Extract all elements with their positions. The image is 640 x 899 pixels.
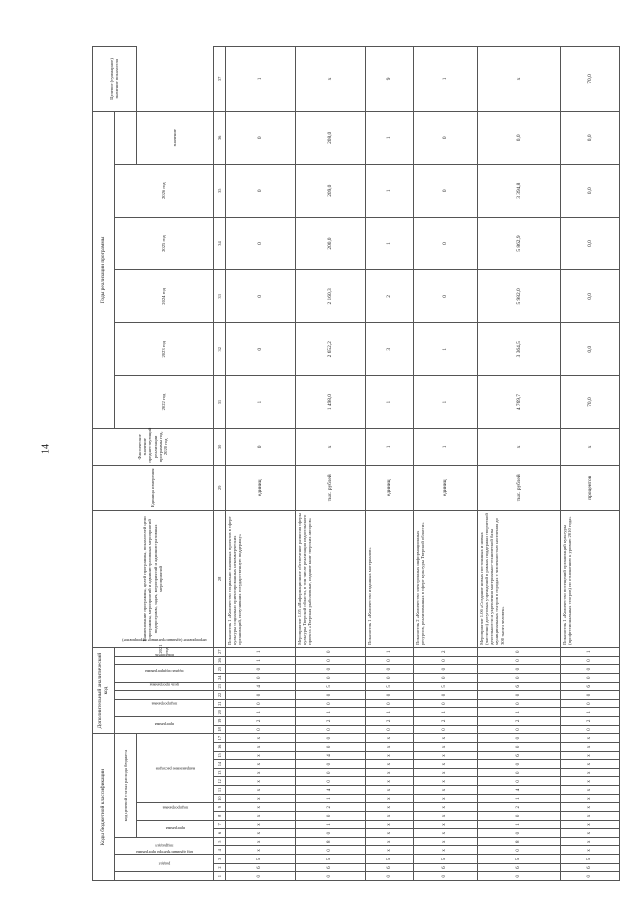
code-cell: 2 bbox=[477, 803, 560, 812]
row-value-2024: 0 bbox=[413, 217, 477, 270]
column-number: 19 bbox=[213, 717, 225, 726]
column-number: 23 bbox=[213, 682, 225, 691]
header-program-add: программа bbox=[114, 717, 213, 734]
header-unit: Единица измерения bbox=[93, 465, 214, 510]
header-additional-group: Дополнительный аналитический код bbox=[93, 647, 115, 733]
code-cell: х bbox=[560, 846, 619, 855]
code-cell: 0 bbox=[477, 812, 560, 821]
code-cell: х bbox=[560, 751, 619, 760]
column-number: 26 bbox=[213, 656, 225, 665]
code-cell: 0 bbox=[477, 768, 560, 777]
code-cell: х bbox=[413, 743, 477, 752]
row-value-2021: 1 bbox=[413, 376, 477, 429]
code-cell: х bbox=[413, 777, 477, 786]
code-cell: 4 bbox=[295, 751, 365, 760]
table-row bbox=[477, 47, 560, 881]
code-cell: 6 bbox=[225, 863, 295, 872]
code-cell: х bbox=[413, 812, 477, 821]
code-cell: х bbox=[560, 760, 619, 769]
code-cell: 4 bbox=[225, 682, 295, 691]
code-cell: х bbox=[413, 803, 477, 812]
row-value-2021: 1 498,0 bbox=[295, 376, 365, 429]
row-description: Мероприятие 1.06 «Создание новых постоянных и новых (частично) досуговых учреждений в рамках поддержки творческой деятельности и укрепления материально-технической базы муниципальных театров в городах с численностью населения до 300 тысяч человек» bbox=[477, 510, 560, 647]
header-subsection: подраздел bbox=[114, 837, 213, 854]
code-cell: х bbox=[560, 794, 619, 803]
code-cell: 5 bbox=[413, 682, 477, 691]
code-cell: х bbox=[365, 751, 413, 760]
column-number: 25 bbox=[213, 665, 225, 674]
program-table bbox=[92, 46, 620, 881]
code-cell: 0 bbox=[477, 699, 560, 708]
code-cell: 0 bbox=[477, 665, 560, 674]
header-section: раздел bbox=[114, 855, 213, 872]
row-value-2022: 0 bbox=[225, 323, 295, 376]
code-cell: х bbox=[225, 760, 295, 769]
code-cell: 1 bbox=[225, 656, 295, 665]
column-number: 31 bbox=[213, 376, 225, 429]
row-unit: тыс. рублей bbox=[295, 465, 365, 510]
code-cell: 2 bbox=[295, 803, 365, 812]
header-year-2025: 2025 год bbox=[114, 217, 213, 270]
code-cell: х bbox=[560, 829, 619, 838]
code-cell: 0 bbox=[477, 725, 560, 734]
column-number: 7 bbox=[213, 820, 225, 829]
code-cell: х bbox=[225, 743, 295, 752]
code-cell: 0 bbox=[365, 665, 413, 674]
code-cell: х bbox=[560, 812, 619, 821]
code-cell: х bbox=[225, 794, 295, 803]
row-value-2024: 1 bbox=[365, 217, 413, 270]
code-cell: 0 bbox=[560, 725, 619, 734]
column-number: 21 bbox=[213, 699, 225, 708]
row-value-2024: 5 862,9 bbox=[477, 217, 560, 270]
header-years-group: Годы реализации программы bbox=[93, 111, 115, 428]
row-total-value: 1 bbox=[225, 47, 295, 112]
table-row bbox=[365, 47, 413, 881]
code-cell: х bbox=[225, 777, 295, 786]
code-cell: 0 bbox=[295, 656, 365, 665]
code-cell: 2 bbox=[413, 647, 477, 656]
row-value-2025: 209,0 bbox=[295, 164, 365, 217]
row-value-2025: 1 bbox=[365, 164, 413, 217]
code-cell: 6 bbox=[477, 863, 560, 872]
column-number: 16 bbox=[213, 743, 225, 752]
row-description: Показатель 1 «Количество посещений организаций культуры (профессиональных театров) по отношению к уровню 2010 года» bbox=[560, 510, 619, 647]
code-cell: 1 bbox=[295, 820, 365, 829]
header-base-year: Фактическое значение предшествующий реализации программы год, 2020 год bbox=[93, 429, 214, 466]
code-cell: 0 bbox=[365, 699, 413, 708]
code-cell: х bbox=[225, 829, 295, 838]
code-cell: 6 bbox=[477, 751, 560, 760]
row-value-2025: 3 394,8 bbox=[477, 164, 560, 217]
code-cell: 0 bbox=[560, 872, 619, 881]
code-cell: 1 bbox=[477, 794, 560, 803]
code-cell: 1 bbox=[560, 708, 619, 717]
header-year-2024: 2024 год bbox=[114, 270, 213, 323]
header-year-2023: 2023 год bbox=[114, 323, 213, 376]
row-description: Показатель 2 «Количество электронных информационных ресурсов, реализованных в сфере культуры Тверской области» bbox=[413, 510, 477, 647]
row-base-value: 1 bbox=[365, 429, 413, 466]
column-number: 33 bbox=[213, 270, 225, 323]
row-value-2025: 0 bbox=[413, 164, 477, 217]
row-total-value: х bbox=[477, 47, 560, 112]
code-cell: 2 bbox=[560, 717, 619, 726]
code-cell: 0 bbox=[365, 673, 413, 682]
table-row bbox=[560, 47, 619, 881]
code-cell: х bbox=[365, 820, 413, 829]
code-cell: 0 bbox=[560, 665, 619, 674]
column-number: 35 bbox=[213, 164, 225, 217]
code-cell: 0 bbox=[413, 725, 477, 734]
page-number: 14 bbox=[40, 444, 52, 454]
code-cell: 2 bbox=[365, 717, 413, 726]
code-cell: 0 bbox=[477, 829, 560, 838]
header-admin-code: код администратора программы bbox=[114, 872, 213, 881]
code-cell: 5 bbox=[295, 682, 365, 691]
code-cell: 2 bbox=[477, 717, 560, 726]
code-cell: 0 bbox=[225, 725, 295, 734]
code-cell: х bbox=[560, 820, 619, 829]
row-unit: процентов bbox=[560, 465, 619, 510]
code-cell: 0 bbox=[413, 691, 477, 700]
row-base-value: 0 bbox=[225, 429, 295, 466]
column-number: 12 bbox=[213, 777, 225, 786]
code-cell: 0 bbox=[477, 647, 560, 656]
column-number: 11 bbox=[213, 786, 225, 795]
row-unit: единиц bbox=[413, 465, 477, 510]
code-cell: х bbox=[413, 734, 477, 743]
code-cell: 0 bbox=[477, 673, 560, 682]
column-number: 37 bbox=[213, 47, 225, 112]
code-cell: 5 bbox=[477, 855, 560, 864]
row-value-2026: 208,0 bbox=[295, 111, 365, 164]
code-cell: 0 bbox=[295, 768, 365, 777]
rotated-sheet bbox=[92, 46, 620, 881]
header-measure: мероприятие (административное мероприятие) bbox=[114, 665, 213, 682]
row-value-2025: 0 bbox=[225, 164, 295, 217]
code-cell: х bbox=[365, 777, 413, 786]
row-value-2026: 0 bbox=[413, 111, 477, 164]
row-value-2025: 0,0 bbox=[560, 164, 619, 217]
code-cell: 6 bbox=[365, 863, 413, 872]
code-cell: 0 bbox=[225, 665, 295, 674]
code-cell: 5 bbox=[560, 855, 619, 864]
column-number: 18 bbox=[213, 725, 225, 734]
code-cell: 0 bbox=[295, 647, 365, 656]
code-cell: х bbox=[365, 743, 413, 752]
code-cell: 4 bbox=[477, 786, 560, 795]
row-unit: тыс. рублей bbox=[477, 465, 560, 510]
code-cell: 1 bbox=[225, 708, 295, 717]
code-cell: х bbox=[225, 768, 295, 777]
code-cell: х bbox=[560, 768, 619, 777]
row-unit: единиц bbox=[225, 465, 295, 510]
code-cell: 8 bbox=[477, 837, 560, 846]
code-cell: 0 bbox=[477, 691, 560, 700]
column-number: 22 bbox=[213, 691, 225, 700]
column-number: 30 bbox=[213, 429, 225, 466]
code-cell: х bbox=[413, 837, 477, 846]
row-value-2023: 0 bbox=[225, 270, 295, 323]
code-cell: х bbox=[365, 794, 413, 803]
code-cell: х bbox=[560, 734, 619, 743]
column-number: 8 bbox=[213, 812, 225, 821]
row-base-value: х bbox=[560, 429, 619, 466]
row-base-value: х bbox=[477, 429, 560, 466]
column-number: 4 bbox=[213, 846, 225, 855]
code-cell: х bbox=[365, 846, 413, 855]
row-value-2026: 0,0 bbox=[477, 111, 560, 164]
row-value-2023: 0 bbox=[413, 270, 477, 323]
code-cell: 1 bbox=[413, 708, 477, 717]
code-cell: 0 bbox=[477, 872, 560, 881]
code-cell: х bbox=[225, 803, 295, 812]
code-cell: 0 bbox=[295, 829, 365, 838]
row-value-2023: 2 160,3 bbox=[295, 270, 365, 323]
code-cell: 0 bbox=[295, 734, 365, 743]
code-cell: 6 bbox=[413, 863, 477, 872]
code-cell: х bbox=[365, 829, 413, 838]
row-total-value: х bbox=[295, 47, 365, 112]
code-cell: 5 bbox=[413, 855, 477, 864]
code-cell: 2 bbox=[295, 717, 365, 726]
header-budget-target: код целевой статьи расхода бюджета bbox=[114, 734, 136, 838]
code-cell: х bbox=[225, 837, 295, 846]
column-number: 3 bbox=[213, 855, 225, 864]
header-task: задача подпрограммы bbox=[114, 682, 213, 691]
row-value-2024: 0,0 bbox=[560, 217, 619, 270]
row-value-2026: 0,0 bbox=[560, 111, 619, 164]
code-cell: х bbox=[413, 829, 477, 838]
code-cell: х bbox=[225, 734, 295, 743]
code-cell: 0 bbox=[295, 777, 365, 786]
code-cell: 0 bbox=[295, 812, 365, 821]
code-cell: 0 bbox=[295, 699, 365, 708]
code-cell: х bbox=[413, 794, 477, 803]
row-value-2022: 1 bbox=[413, 323, 477, 376]
header-name: Наименование программы, целей программы, показателей цели программы, мероприятий и административных мероприятий подпрограмм, задач, мероприятий и административных мероприятий bbox=[93, 510, 214, 647]
code-cell: 4 bbox=[295, 786, 365, 795]
table-body bbox=[225, 47, 619, 881]
code-cell: 0 bbox=[413, 656, 477, 665]
code-cell: 6 bbox=[560, 863, 619, 872]
code-cell: 0 bbox=[225, 691, 295, 700]
row-value-2026: 0 bbox=[225, 111, 295, 164]
table-row bbox=[225, 47, 295, 881]
row-value-2023: 0,0 bbox=[560, 270, 619, 323]
code-cell: 0 bbox=[413, 699, 477, 708]
header-final-value: Целевое (суммарное) значение показателя bbox=[93, 47, 137, 112]
code-cell: х bbox=[365, 812, 413, 821]
code-cell: 0 bbox=[295, 872, 365, 881]
code-cell: 0 bbox=[477, 656, 560, 665]
header-year-2021: 2021 год bbox=[114, 647, 213, 656]
header-year-2026: 2026 год bbox=[114, 164, 213, 217]
code-cell: 0 bbox=[477, 777, 560, 786]
code-cell: х bbox=[413, 786, 477, 795]
column-number: 5 bbox=[213, 837, 225, 846]
code-cell: 1 bbox=[560, 647, 619, 656]
code-cell: 6 bbox=[560, 682, 619, 691]
code-cell: 0 bbox=[225, 872, 295, 881]
code-cell: 0 bbox=[225, 673, 295, 682]
column-number: 10 bbox=[213, 794, 225, 803]
code-cell: 0 bbox=[560, 699, 619, 708]
code-cell: 0 bbox=[225, 699, 295, 708]
table-row bbox=[413, 47, 477, 881]
code-cell: х bbox=[413, 760, 477, 769]
code-cell: 5 bbox=[365, 682, 413, 691]
column-number: 1 bbox=[213, 872, 225, 881]
header-indicator: показатель bbox=[114, 656, 213, 665]
code-cell: х bbox=[225, 846, 295, 855]
code-cell: 0 bbox=[365, 691, 413, 700]
row-total-value: 1 bbox=[413, 47, 477, 112]
row-value-2022: 2 652,2 bbox=[295, 323, 365, 376]
code-cell: 0 bbox=[365, 872, 413, 881]
code-cell: х bbox=[413, 768, 477, 777]
row-value-2021: 1 bbox=[225, 376, 295, 429]
code-cell: 0 bbox=[477, 846, 560, 855]
code-cell: х bbox=[560, 837, 619, 846]
code-cell: х bbox=[365, 837, 413, 846]
code-cell: х bbox=[365, 786, 413, 795]
code-cell: 0 bbox=[295, 846, 365, 855]
column-number: 20 bbox=[213, 708, 225, 717]
row-value-2022: 0,0 bbox=[560, 323, 619, 376]
code-cell: 0 bbox=[560, 656, 619, 665]
row-value-2021: 70,0 bbox=[560, 376, 619, 429]
header-program: программа bbox=[136, 820, 213, 837]
row-value-2022: 3 bbox=[365, 323, 413, 376]
code-cell: 0 bbox=[295, 665, 365, 674]
code-cell: 1 bbox=[477, 708, 560, 717]
row-base-value: х bbox=[295, 429, 365, 466]
code-cell: х bbox=[225, 751, 295, 760]
row-total-value: 9 bbox=[365, 47, 413, 112]
code-cell: 1 bbox=[477, 820, 560, 829]
code-cell: х bbox=[413, 846, 477, 855]
column-number: 34 bbox=[213, 217, 225, 270]
code-cell: 5 bbox=[365, 855, 413, 864]
code-cell: 0 bbox=[413, 665, 477, 674]
code-cell: 0 bbox=[295, 743, 365, 752]
code-cell: х bbox=[413, 751, 477, 760]
code-cell: 0 bbox=[560, 691, 619, 700]
code-cell: 8 bbox=[295, 837, 365, 846]
code-cell: 1 bbox=[295, 708, 365, 717]
column-number: 14 bbox=[213, 760, 225, 769]
code-cell: 0 bbox=[560, 673, 619, 682]
code-cell: х bbox=[560, 743, 619, 752]
row-total-value: 70,0 bbox=[560, 47, 619, 112]
row-description: Мероприятие 1.05 «Информационное обеспечение развития сферы культуры Тверской области, в том числе реализация издательского проекта «Тверская рыболовные, изданиe книг тверских авторов» bbox=[295, 510, 365, 647]
code-cell: х bbox=[560, 786, 619, 795]
header-goal: цель программы bbox=[114, 691, 213, 700]
column-number: 9 bbox=[213, 803, 225, 812]
code-cell: 0 bbox=[295, 691, 365, 700]
code-cell: х bbox=[413, 820, 477, 829]
header-subprogram-add: подпрограмма bbox=[114, 699, 213, 716]
code-cell: 6 bbox=[477, 682, 560, 691]
code-cell: х bbox=[225, 786, 295, 795]
column-number: 15 bbox=[213, 751, 225, 760]
row-value-2023: 5 982,0 bbox=[477, 270, 560, 323]
code-cell: 0 bbox=[413, 673, 477, 682]
code-cell: 0 bbox=[295, 673, 365, 682]
code-cell: 0 bbox=[365, 725, 413, 734]
column-number: 17 bbox=[213, 734, 225, 743]
code-cell: х bbox=[560, 777, 619, 786]
code-cell: 1 bbox=[365, 647, 413, 656]
code-cell: х bbox=[365, 760, 413, 769]
row-value-2024: 0 bbox=[225, 217, 295, 270]
table-row bbox=[295, 47, 365, 881]
code-cell: 5 bbox=[295, 855, 365, 864]
row-value-2024: 200,0 bbox=[295, 217, 365, 270]
row-unit: единиц bbox=[365, 465, 413, 510]
column-number: 29 bbox=[213, 465, 225, 510]
row-value-2022: 3 364,5 bbox=[477, 323, 560, 376]
column-number: 27 bbox=[213, 647, 225, 656]
row-value-2023: 2 bbox=[365, 270, 413, 323]
code-cell: 2 bbox=[413, 717, 477, 726]
code-cell: 1 bbox=[365, 708, 413, 717]
code-cell: 0 bbox=[365, 656, 413, 665]
code-cell: 1 bbox=[295, 794, 365, 803]
column-number: 2 bbox=[213, 863, 225, 872]
code-cell: 0 bbox=[295, 725, 365, 734]
code-cell: 5 bbox=[225, 855, 295, 864]
column-number: 32 bbox=[213, 323, 225, 376]
code-cell: 0 bbox=[295, 760, 365, 769]
code-cell: х bbox=[225, 820, 295, 829]
code-cell: х bbox=[365, 734, 413, 743]
code-cell: 2 bbox=[225, 717, 295, 726]
row-value-2021: 4 769,7 bbox=[477, 376, 560, 429]
column-number: 6 bbox=[213, 829, 225, 838]
row-base-value: 1 bbox=[413, 429, 477, 466]
row-value-2021: 1 bbox=[365, 376, 413, 429]
code-cell: х bbox=[365, 803, 413, 812]
row-description: Показатель 1 «Количество изданных материалов» bbox=[365, 510, 413, 647]
header-year-2022: 2022 год bbox=[114, 376, 213, 429]
code-cell: 0 bbox=[477, 760, 560, 769]
code-cell: х bbox=[365, 768, 413, 777]
header-direction: направление расходов bbox=[136, 734, 213, 803]
column-number-row bbox=[213, 47, 225, 881]
code-cell: х bbox=[225, 812, 295, 821]
header-subprogram: подпрограмма bbox=[136, 803, 213, 820]
column-number: 24 bbox=[213, 673, 225, 682]
column-number: 28 bbox=[213, 510, 225, 647]
code-cell: 6 bbox=[295, 863, 365, 872]
column-number: 13 bbox=[213, 768, 225, 777]
header-codes-group: Коды бюджетной классификации bbox=[93, 734, 115, 881]
code-cell: 0 bbox=[413, 872, 477, 881]
row-description: Показатель 1 «Количество социально значимых проектов в сфере культуры социально ориентированных некоммерческих организаций, получивших государственную поддержку» bbox=[225, 510, 295, 647]
column-number: 36 bbox=[213, 111, 225, 164]
code-cell: 0 bbox=[477, 743, 560, 752]
row-value-2026: 1 bbox=[365, 111, 413, 164]
code-cell: х bbox=[560, 803, 619, 812]
code-cell: 0 bbox=[477, 734, 560, 743]
header-value: значение bbox=[136, 111, 213, 164]
code-cell: 1 bbox=[225, 647, 295, 656]
